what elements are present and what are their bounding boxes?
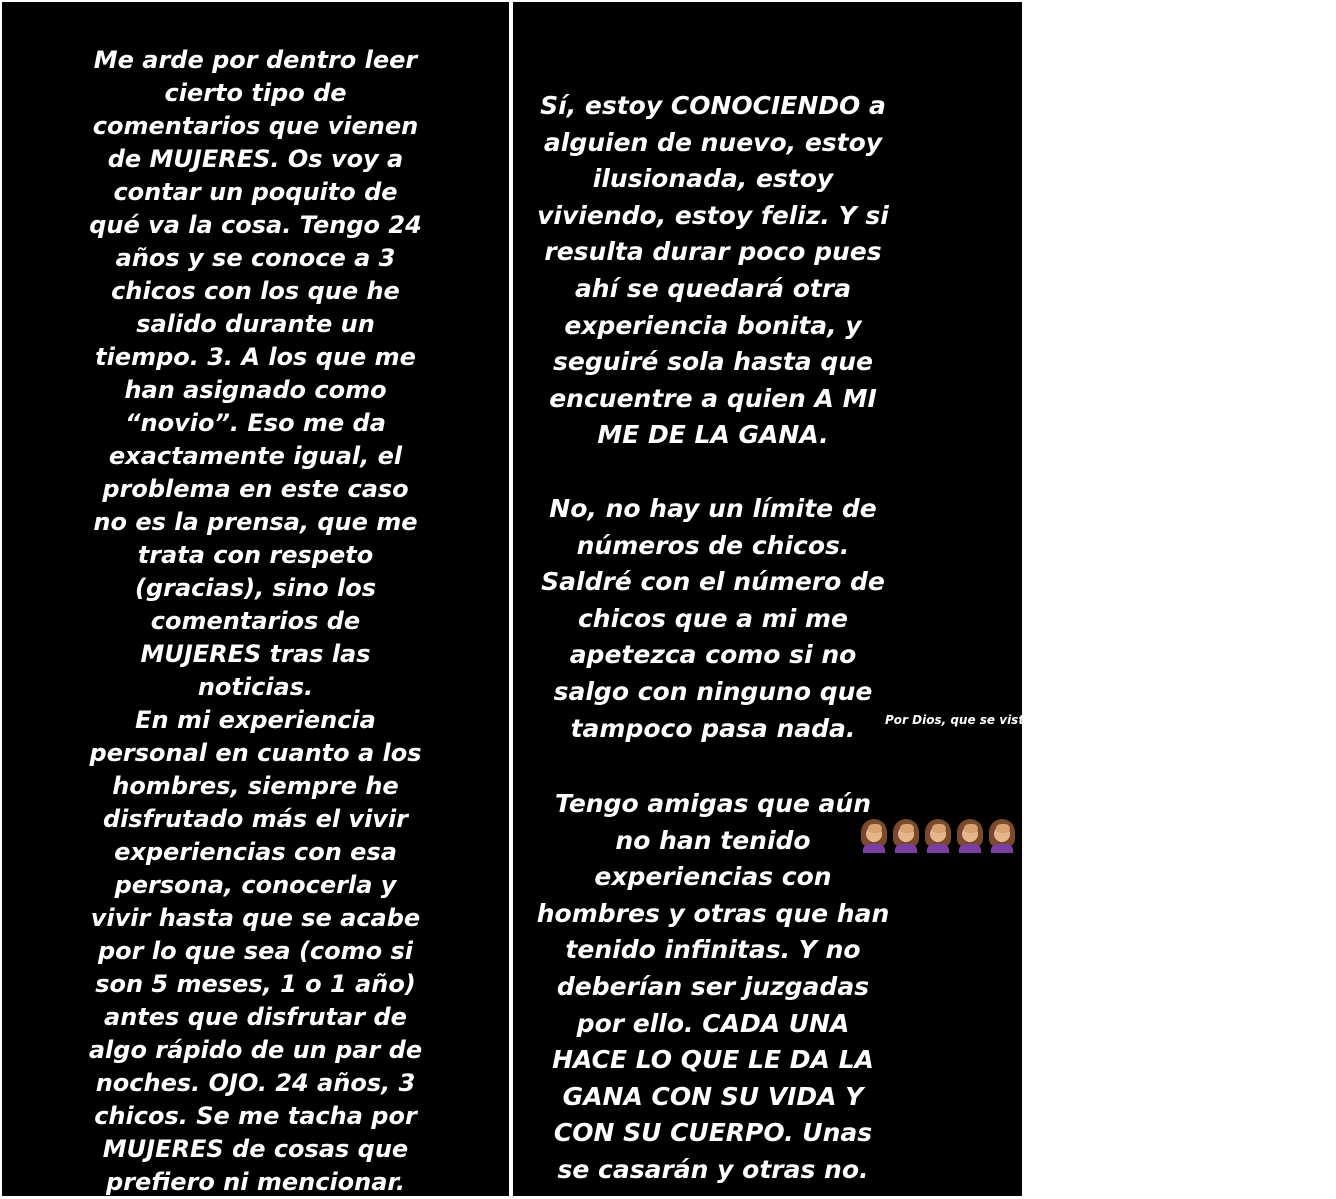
story-panel-right [513, 2, 1336, 1196]
story-paragraph-2: No, no hay un límite de números de chicos. Saldré con el número de chicos que a mi me apetezca como si no salgo con ninguno que tampoco pasa nada. [541, 494, 885, 743]
facepalm-woman-emoji-icon [891, 819, 921, 853]
facepalm-emoji-row [859, 819, 1017, 853]
facepalm-woman-emoji-icon [859, 819, 889, 853]
facepalm-woman-emoji-icon [955, 819, 985, 853]
story-paragraph-3: Tengo amigas que aún no han tenido experiencias con hombres y otras que han tenido infinitas. Y no deberían ser juzgadas por ello. CADA UNA HACE LO QUE LE DA LA GANA CON SU VIDA Y CON SU CUERPO. Unas se casarán y otras no. [536, 789, 890, 1184]
story-panel-left [2, 2, 509, 1196]
facepalm-woman-emoji-icon [923, 819, 953, 853]
story-paragraph-1: Sí, estoy CONOCIENDO a alguien de nuevo, estoy ilusionada, estoy viviendo, estoy feliz. Y si resulta durar poco pues ahí se quedará otra experiencia bonita, y seguiré sola hasta que encuentre a quien A MI ME DE LA GANA. [537, 91, 889, 450]
story-text: Me arde por dentro leer cierto tipo de comentarios que vienen de MUJERES. Os voy a contar un poquito de qué va la cosa. Tengo 24 años y se conoce a 3 chicos con los que he salido durante un tiempo. 3. A los que me han asignado como “novio”. Eso me da exactamente igual, el problema en este caso no es la prensa, que me trata con respeto (gracias), sino los comentarios de MUJERES tras las noticias. En mi experiencia personal en cuanto a los hombres, siempre he disfrutado más el vivir experiencias con esa persona, conocerla y vivir hasta que se acabe por lo que sea (como si son 5 meses, 1 o 1 año) antes que disfrutar de algo rápido de un par de noches. OJO. 24 años, 3 chicos. Se me tacha por MUJERES de cosas que prefiero ni mencionar. [88, 46, 423, 1196]
cutoff-story-text: Por Dios, que se visto PASEANDO chico un AÑO d de mi última “rel [885, 713, 1336, 727]
facepalm-woman-emoji-icon [987, 819, 1017, 853]
